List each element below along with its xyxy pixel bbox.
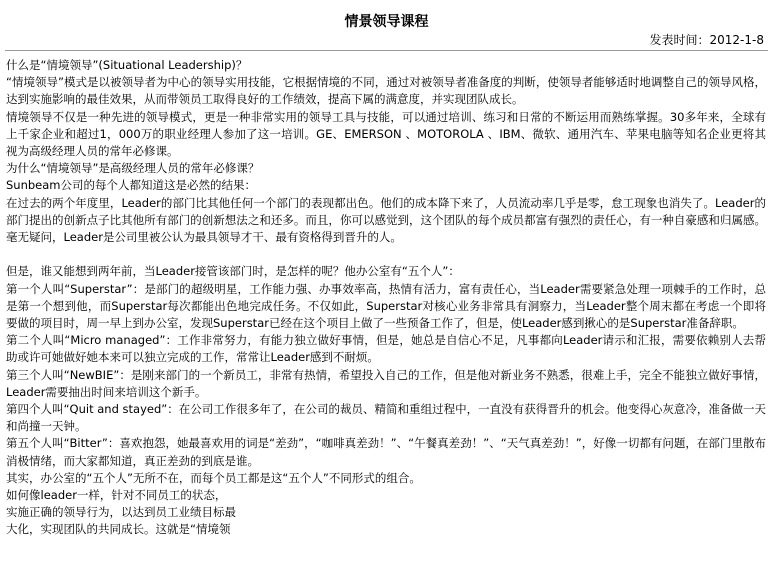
- paragraph-question-2: 为什么“情境领导”是高级经理人员的常年必修课？: [6, 161, 260, 176]
- paragraph-closing-2: 实施正确的领导行为，以达到员工业绩目标最: [6, 505, 236, 520]
- paragraph-bitter: 第五个人叫“Bitter”：喜欢抱怨，她最喜欢用的词是“差劲”，“咖啡真差劲！”、“午餐真差劲！”、“天气真差劲！”，好像一切都有问题，在部门里散布消极情绪，而大家都知道，真正差劲的到底是谁。: [6, 436, 766, 468]
- article-body: [6, 57, 766, 539]
- title-divider: [5, 50, 768, 51]
- article-title: 情景领导课程: [344, 14, 429, 30]
- paragraph-office-summary: 其实，办公室的“五个人”无所不在，而每个员工都是这“五个人”不同形式的组合。: [6, 470, 421, 485]
- paragraph-newbie: 第三个人叫“NewBIE”：是刚来部门的一个新员工，非常有热情，希望投入自己的工作，但是他对新业务不熟悉，很难上手，完全不能独立做好事情，Leader需要抽出时间来培训这个新手。: [6, 367, 766, 399]
- paragraph-question-1: 什么是“情境领导”(Situational Leadership)？: [6, 58, 248, 72]
- paragraph-leader-success: 在过去的两个年度里，Leader的部门比其他任何一个部门的表现都出色。他们的成本降下来了，人员流动率几乎是零，怠工现象也消失了。Leader的部门提出的创新点子比其他所有部门的创新想法之和还多。而且，你可以感觉到，这个团队的每个成员都富有强烈的责任心，有一种自豪感和归属感。毫无疑问，Leader是公司里被公认为最具领导才干、最有资格得到晋升的人。: [6, 195, 766, 245]
- paragraph-five-people: 但是，谁又能想到两年前，当Leader接管该部门时，是怎样的呢？他办公室有“五个人”：: [6, 264, 460, 279]
- paragraph-closing-3: 大化，实现团队的共同成长。这就是“情境领: [6, 522, 231, 537]
- paragraph-training: 情境领导不仅是一种先进的领导模式，更是一种非常实用的领导工具与技能，可以通过培训、练习和日常的不断运用而熟练掌握。30多年来，全球有上千家企业和超过1，000万的职业经理人参加了这一培训。GE、EMERSON 、MOTOROLA 、IBM、微软、通用汽车、苹果电脑等知名企业更将其视为高级经理人员的常年必修课。: [6, 109, 766, 159]
- paragraph-definition: “情境领导”模式是以被领导者为中心的领导实用技能，它根据情境的不同，通过对被领导者准备度的判断，使领导者能够适时地调整自己的领导风格，达到实施影响的最佳效果，从而带领员工取得良好的工作绩效，提高下属的满意度，并实现团队成长。: [6, 75, 766, 107]
- paragraph-closing-1: 如何像leader一样，针对不同员工的状态，: [6, 488, 227, 503]
- paragraph-micro-managed: 第二个人叫“Micro managed”：工作非常努力，有能力独立做好事情，但是，她总是自信心不足，凡事都向Leader请示和汇报，需要依赖别人去帮助或许可她做好她本来可以独立完成的工作，常常让Leader感到不耐烦。: [6, 333, 766, 365]
- paragraph-sunbeam: Sunbeam公司的每个人都知道这是必然的结果：: [6, 178, 256, 193]
- paragraph-superstar: 第一个人叫“Superstar”：是部门的超级明星，工作能力强、办事效率高，热情有活力，富有责任心，当Leader需要紧急处理一项棘手的工作时，总是第一个想到他，而Superstar每次都能出色地完成任务。不仅如此，Superstar对核心业务非常具有洞察力，当Leader整个周末都在考虑一个即将要做的项目时，周一早上到办公室，发现Superstar已经在这个项目上做了一些预备工作了，但是，使Leader感到揪心的是Superstar准备辞职。: [6, 281, 766, 331]
- paragraph-quit-and-stayed: 第四个人叫“Quit and stayed”：在公司工作很多年了，在公司的裁员、精简和重组过程中，一直没有获得晋升的机会。他变得心灰意冷，准备做一天和尚撞一天钟。: [6, 402, 766, 434]
- publish-date: 发表时间：2012-1-8: [649, 33, 764, 47]
- paragraph-blank: [6, 246, 766, 263]
